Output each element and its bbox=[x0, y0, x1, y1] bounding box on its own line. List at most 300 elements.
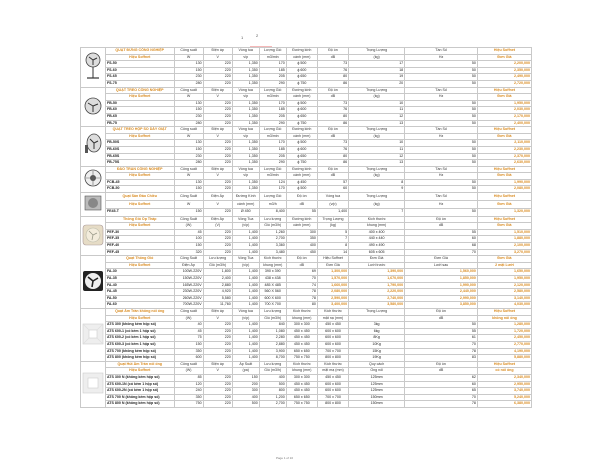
price: 1,390,000 bbox=[349, 269, 405, 276]
column-header: Lưu lượng bbox=[259, 361, 286, 368]
section-units-row bbox=[81, 200, 532, 208]
cell-value: 75 bbox=[174, 335, 203, 342]
table-row bbox=[81, 80, 532, 87]
column-header: Hiệu Soffnet bbox=[477, 308, 531, 315]
cell-value: 240 bbox=[174, 388, 203, 395]
column-header: Điện áp bbox=[203, 127, 232, 134]
cell-value: 150 bbox=[174, 146, 203, 153]
column-unit: V bbox=[203, 315, 232, 322]
column-unit: Hz bbox=[405, 133, 478, 140]
table-row bbox=[81, 282, 532, 289]
table-row bbox=[81, 388, 532, 395]
column-unit: (kg) bbox=[317, 223, 348, 230]
column-header: Vòng tua bbox=[232, 127, 259, 134]
column-unit: Gió (m3/h) bbox=[259, 223, 286, 230]
cell-value: 1,350 bbox=[232, 179, 259, 186]
cell-value: 9 bbox=[349, 186, 405, 193]
cell-value: 700 x 700 bbox=[317, 348, 348, 355]
price: 1,790,000 bbox=[349, 282, 405, 289]
cell-value: 86 bbox=[317, 160, 348, 167]
column-header: Trọng Lượng bbox=[349, 166, 405, 173]
cell-value: 220 bbox=[203, 394, 232, 401]
column-unit: Hz bbox=[405, 94, 478, 101]
cell-value: 1,400 bbox=[232, 249, 259, 256]
cell-value: 800 x 800 bbox=[317, 401, 348, 408]
table-row bbox=[81, 348, 532, 355]
column-unit: Đơn Giá bbox=[477, 133, 531, 140]
cell-value: 124 bbox=[259, 179, 286, 186]
model-name: PEF-30 bbox=[105, 229, 174, 236]
cell-value: 2,280 bbox=[259, 335, 286, 342]
column-header: Công suất bbox=[174, 361, 203, 368]
cell-value: 170 bbox=[259, 100, 286, 107]
column-header: Hiệu Soffnet bbox=[477, 127, 531, 134]
cell-value: 1,400 bbox=[232, 295, 259, 302]
cell-value: ϕ 650 bbox=[286, 74, 317, 81]
cell-value: 185 bbox=[259, 146, 286, 153]
model-name: FB-65 bbox=[105, 113, 174, 120]
cell-value: 220 bbox=[203, 348, 232, 355]
section-title: Quạt Âm Trần không nối ống bbox=[105, 308, 174, 315]
cell-value: 100 bbox=[174, 236, 203, 243]
cell-value: 150mm bbox=[349, 394, 405, 401]
cell-value: ϕ 750 bbox=[286, 80, 317, 87]
cell-value: 220 bbox=[203, 341, 232, 348]
cell-value: 69 bbox=[286, 269, 317, 276]
cell-value: 1,800 bbox=[203, 269, 232, 276]
cell-value: 1,350 bbox=[232, 160, 259, 167]
cell-value: 150 bbox=[174, 107, 203, 114]
cell-value: 220 bbox=[203, 120, 232, 127]
column-header: Công suất bbox=[174, 48, 203, 55]
column-header: Kích thước bbox=[286, 308, 317, 315]
column-header: Độ ồn bbox=[405, 361, 478, 368]
price: 1,720,000 bbox=[477, 328, 531, 335]
column-header: Đơn Giá bbox=[477, 256, 531, 263]
price: 2,440,000 bbox=[405, 289, 478, 296]
table-row bbox=[81, 146, 532, 153]
price: 3,140,000 bbox=[477, 295, 531, 302]
cell-value: ϕ 650 bbox=[286, 113, 317, 120]
cell-value: 230W-220V bbox=[174, 289, 203, 296]
cell-value: 40 bbox=[174, 322, 203, 329]
cell-value: 1,400 bbox=[232, 269, 259, 276]
column-unit: dB bbox=[317, 173, 348, 180]
section-units-row bbox=[81, 368, 532, 375]
cell-value: ϕ 600 bbox=[286, 107, 317, 114]
column-unit: v/p bbox=[232, 94, 259, 101]
cell-value: 220 bbox=[203, 208, 232, 216]
column-header: Đường kính bbox=[286, 216, 317, 223]
table-row bbox=[81, 249, 532, 256]
column-header: Điện áp bbox=[203, 48, 232, 55]
column-unit: (V) bbox=[203, 223, 232, 230]
cell-value: 74 bbox=[286, 282, 317, 289]
price: 2,370,000 bbox=[477, 153, 531, 160]
cell-value: ϕ 600 bbox=[286, 67, 317, 74]
model-name: ATS 300 N (không kèm hộp số) bbox=[105, 374, 174, 381]
table-row bbox=[81, 355, 532, 362]
model-name: FS-65 bbox=[105, 74, 174, 81]
cell-value: 220 bbox=[203, 186, 232, 193]
column-unit: (pa) bbox=[232, 368, 259, 375]
column-unit: dB bbox=[317, 94, 348, 101]
section-title: Quạt Sàn Đảo Chiều bbox=[105, 193, 174, 201]
cell-value: ϕ 450 bbox=[286, 179, 317, 186]
cell-value: 290 bbox=[259, 120, 286, 127]
cell-value: 2,400 bbox=[203, 276, 232, 283]
model-name: ATS 600-2 (có kèm 1 hộp số) bbox=[105, 335, 174, 342]
cell-value: 3kg bbox=[349, 322, 405, 329]
cell-value: 220 bbox=[203, 140, 232, 147]
ceiling-orbit-fan-icon bbox=[83, 168, 103, 191]
column-unit: m3/min bbox=[259, 133, 286, 140]
page-footer: Page 1 of 10 bbox=[276, 456, 294, 460]
cell-value: 15Kg bbox=[349, 348, 405, 355]
cell-value: 220 bbox=[203, 381, 232, 388]
cell-value: 350 bbox=[286, 236, 317, 243]
cell-value: 50 bbox=[405, 107, 478, 114]
section-header-row bbox=[81, 127, 532, 134]
cell-value: 205 bbox=[259, 74, 286, 81]
column-header: Hiệu Soffnet bbox=[477, 48, 531, 55]
cell-value: 450 x 450 bbox=[286, 341, 317, 348]
cell-value: 485 X 485 bbox=[259, 282, 286, 289]
column-unit: dB bbox=[286, 200, 317, 208]
section-header-row bbox=[81, 361, 532, 368]
cell-value: 1,350 bbox=[232, 153, 259, 160]
column-unit: Đơn Giá bbox=[477, 54, 531, 61]
cell-value: 840 bbox=[259, 322, 286, 329]
cell-value: 300 x 300 bbox=[286, 322, 317, 329]
column-unit: dB bbox=[405, 315, 478, 322]
cell-value: 440 x 440 bbox=[349, 236, 405, 243]
column-unit: 2 mặt Lưới bbox=[477, 262, 531, 269]
column-header: Độ ồn bbox=[286, 256, 317, 263]
price: 2,400,000 bbox=[477, 120, 531, 127]
cell-value: 5 bbox=[317, 229, 348, 236]
cell-value: 60 bbox=[405, 236, 478, 243]
price: 3,270,000 bbox=[477, 249, 531, 256]
cell-value: 12 bbox=[349, 113, 405, 120]
table-row bbox=[81, 100, 532, 107]
column-header: Hiệu Soffnet bbox=[477, 166, 531, 173]
column-header: Lưu lượng bbox=[203, 256, 232, 263]
brand-label: Hiệu Soffnet bbox=[105, 223, 174, 230]
cell-value: 50 bbox=[405, 61, 478, 68]
cell-value: 600 bbox=[174, 355, 203, 362]
section-header-row bbox=[81, 308, 532, 315]
cell-value: 450 x 450 bbox=[286, 381, 317, 388]
cell-value: 800 x 800 bbox=[317, 355, 348, 362]
table-row bbox=[81, 107, 532, 114]
table-row bbox=[81, 374, 532, 381]
section-units-row bbox=[81, 315, 532, 322]
top-mark-1: 1 bbox=[241, 35, 244, 40]
price: 3,400,000 bbox=[317, 302, 348, 309]
column-unit: khung (mm) bbox=[349, 223, 405, 230]
cell-value: 130 bbox=[174, 179, 203, 186]
cell-value: 3,900 bbox=[259, 348, 286, 355]
cell-value: 60 bbox=[317, 186, 348, 193]
section-title: QUẠT TREO CÔNG NGHIỆP bbox=[105, 87, 174, 94]
cell-value: 220 bbox=[203, 67, 232, 74]
cell-value: 260W-220V bbox=[174, 295, 203, 302]
cell-value: 50 bbox=[405, 146, 478, 153]
price: 4,190,000 bbox=[477, 348, 531, 355]
cell-value: 2,700 bbox=[259, 236, 286, 243]
column-unit: Điện Áp bbox=[174, 262, 203, 269]
cell-value: 1,350 bbox=[232, 100, 259, 107]
cell-value: 290 bbox=[259, 160, 286, 167]
cell-value: ϕ 500 bbox=[286, 140, 317, 147]
cell-value: 600 x 600 bbox=[317, 341, 348, 348]
cell-value: 8 bbox=[317, 243, 348, 250]
cell-value: 700 x 700 bbox=[317, 394, 348, 401]
cell-value: 1,200 bbox=[259, 394, 286, 401]
cell-value: 10 bbox=[349, 140, 405, 147]
column-unit: (kg) bbox=[349, 173, 405, 180]
cell-value: 73 bbox=[317, 140, 348, 147]
table-row bbox=[81, 113, 532, 120]
column-unit: Gió (m3/h) bbox=[203, 262, 232, 269]
cell-value: 86 bbox=[317, 120, 348, 127]
table-row bbox=[81, 295, 532, 302]
cell-value: 3,360 bbox=[259, 243, 286, 250]
column-unit: V bbox=[203, 173, 232, 180]
column-header: Kích thước bbox=[317, 361, 348, 368]
column-unit: (W) bbox=[174, 223, 203, 230]
cell-value: 125mm bbox=[349, 374, 405, 381]
price: 5,240,000 bbox=[477, 394, 531, 401]
column-unit: v/p bbox=[232, 54, 259, 61]
cell-value: 800 bbox=[259, 388, 286, 395]
column-unit: (kg) bbox=[349, 200, 405, 208]
cell-value: 19Kg bbox=[349, 355, 405, 362]
column-header: Đường kính bbox=[286, 166, 317, 173]
cell-value: 1,350 bbox=[232, 61, 259, 68]
column-header: Lượng Gió bbox=[259, 127, 286, 134]
section-units-row bbox=[81, 223, 532, 230]
table-row bbox=[81, 179, 532, 186]
brand-label: Hiệu Soffnet bbox=[105, 54, 174, 61]
cell-value: ϕ 500 bbox=[286, 61, 317, 68]
column-header: Lưu lượng bbox=[259, 308, 286, 315]
column-header: Vòng tua bbox=[232, 87, 259, 94]
cell-value: 78 bbox=[405, 348, 478, 355]
cell-value: 2,880 bbox=[203, 282, 232, 289]
price: 2,120,000 bbox=[477, 282, 531, 289]
column-unit: (W) bbox=[174, 315, 203, 322]
column-unit: V bbox=[203, 54, 232, 61]
cell-value: 80 bbox=[317, 113, 348, 120]
model-name: FCB-45 bbox=[105, 179, 174, 186]
column-unit: v/p bbox=[232, 173, 259, 180]
column-header: Kích thước bbox=[286, 361, 317, 368]
cell-value: 55 bbox=[286, 208, 317, 216]
cell-value: 450 x 450 bbox=[317, 374, 348, 381]
price: 1,990,000 bbox=[405, 282, 478, 289]
model-name: FB-75S bbox=[105, 160, 174, 167]
model-name: ATS 300 (không kèm hộp số) bbox=[105, 322, 174, 329]
column-unit: dB bbox=[317, 133, 348, 140]
cell-value: 220 bbox=[203, 388, 232, 395]
cell-value: 220 bbox=[203, 153, 232, 160]
column-header: Trọng Lượng bbox=[349, 87, 405, 94]
section-title: ĐẢO TRẦN CÔNG NGHIỆP bbox=[105, 166, 174, 173]
cell-value: 1,400 bbox=[232, 282, 259, 289]
cell-value: 150 bbox=[232, 374, 259, 381]
column-unit: m3/min bbox=[259, 173, 286, 180]
model-name: FA-30 bbox=[105, 269, 174, 276]
cell-value: 13 bbox=[349, 120, 405, 127]
table-row bbox=[81, 394, 532, 401]
cell-value: 220 bbox=[203, 80, 232, 87]
price: 2,080,000 bbox=[317, 289, 348, 296]
column-header: Trọng Lượng bbox=[317, 216, 348, 223]
table-row bbox=[81, 160, 532, 167]
section-units-row bbox=[81, 133, 532, 140]
model-name: PEF-45 bbox=[105, 249, 174, 256]
model-name: ATS 600-1 (có kèm 1 hộp số) bbox=[105, 328, 174, 335]
cell-value: 438 x 438 bbox=[259, 276, 286, 283]
price: 2,770,000 bbox=[477, 341, 531, 348]
model-name: FA-40 bbox=[105, 282, 174, 289]
section-image bbox=[81, 193, 106, 217]
section-units-row bbox=[81, 173, 532, 180]
brand-label: Hiệu Soffnet bbox=[105, 315, 174, 322]
column-header: Hiệu Soffnet bbox=[477, 216, 531, 223]
model-name: FB-50 bbox=[105, 100, 174, 107]
cell-value: 230 bbox=[174, 153, 203, 160]
cell-value: 70 bbox=[405, 394, 478, 401]
cell-value: 73 bbox=[317, 61, 348, 68]
cell-value: 170 bbox=[259, 140, 286, 147]
cell-value: 280 bbox=[174, 80, 203, 87]
column-header: Độ ồn bbox=[317, 87, 348, 94]
column-unit: (kg) bbox=[349, 133, 405, 140]
cell-value: 8,400 bbox=[259, 208, 286, 216]
price: 1,300,000 bbox=[317, 269, 348, 276]
column-header: Công suất bbox=[174, 166, 203, 173]
section-title: Thông Gió Ốp Thấp bbox=[105, 216, 174, 223]
cell-value: 400 bbox=[286, 243, 317, 250]
cell-value: 70 bbox=[286, 276, 317, 283]
cell-value: 230 bbox=[174, 113, 203, 120]
cell-value: 220 bbox=[203, 160, 232, 167]
column-header: Công suất bbox=[174, 308, 203, 315]
section-image bbox=[81, 48, 106, 88]
cell-value: 170 bbox=[259, 61, 286, 68]
cell-value: 86 bbox=[317, 80, 348, 87]
price: 2,230,000 bbox=[477, 146, 531, 153]
exhaust-fan-icon bbox=[82, 270, 104, 295]
cell-value: 700 X 700 bbox=[259, 302, 286, 309]
price: 3,580,000 bbox=[349, 302, 405, 309]
cell-value: 450 x 450 bbox=[286, 335, 317, 342]
cell-value: 130 bbox=[174, 61, 203, 68]
cell-value: ϕ 750 bbox=[286, 120, 317, 127]
price: 2,990,000 bbox=[405, 295, 478, 302]
cell-value: 57 bbox=[317, 179, 348, 186]
price: 2,220,000 bbox=[349, 289, 405, 296]
cell-value: 560 X 560 bbox=[259, 289, 286, 296]
price: 2,630,000 bbox=[477, 160, 531, 167]
cell-value: 73 bbox=[317, 100, 348, 107]
cell-value: 55 bbox=[405, 229, 478, 236]
cell-value: 11,760 bbox=[203, 302, 232, 309]
cell-value: 125mm bbox=[349, 381, 405, 388]
column-header: Đường kính bbox=[286, 127, 317, 134]
cell-value: 150 bbox=[174, 186, 203, 193]
section-header-row bbox=[81, 48, 532, 55]
cell-value: 220 bbox=[203, 249, 232, 256]
column-unit: Lưới trước bbox=[349, 262, 405, 269]
cell-value: 150mm bbox=[349, 401, 405, 408]
model-name: ATS 800 N (không kèm hộp số) bbox=[105, 401, 174, 408]
price: 1,880,000 bbox=[477, 236, 531, 243]
column-unit: dB bbox=[405, 368, 478, 375]
section-title: QUẠT TREO HỘP SỐ DÂY GIẬT bbox=[105, 127, 174, 134]
column-header: Vòng tua bbox=[317, 193, 348, 201]
cell-value: 230 bbox=[174, 74, 203, 81]
column-unit: Hz bbox=[405, 173, 478, 180]
cell-value: 650 x 650 bbox=[286, 394, 317, 401]
table-row bbox=[81, 236, 532, 243]
column-unit: m3/min bbox=[259, 54, 286, 61]
column-unit: v/p bbox=[232, 133, 259, 140]
cell-value: 10Kg bbox=[349, 341, 405, 348]
cell-value: 1,400 bbox=[232, 341, 259, 348]
cell-value: 2,880 bbox=[259, 341, 286, 348]
column-header: Công suất bbox=[174, 87, 203, 94]
cell-value: 130 bbox=[174, 100, 203, 107]
price: 3,850,000 bbox=[405, 302, 478, 309]
column-unit: m3/min bbox=[259, 94, 286, 101]
price: 2,720,000 bbox=[477, 80, 531, 87]
cell-value: 83 bbox=[405, 355, 478, 362]
column-header: Vòng tua bbox=[232, 48, 259, 55]
cell-value: 220 bbox=[203, 113, 232, 120]
column-header: Đường kính bbox=[286, 87, 317, 94]
column-header: Điện áp bbox=[203, 308, 232, 315]
cell-value: 62 bbox=[405, 374, 478, 381]
table-row bbox=[81, 381, 532, 388]
cell-value: 220 bbox=[203, 74, 232, 81]
column-header: Lượng Gió bbox=[259, 166, 286, 173]
column-header: Áp Suất bbox=[232, 361, 259, 368]
cell-value: 50 bbox=[405, 160, 478, 167]
cell-value: 165W-220V bbox=[174, 282, 203, 289]
section-units-row bbox=[81, 262, 532, 269]
column-header: Hiệu Soffnet bbox=[477, 87, 531, 94]
price: 1,280,000 bbox=[477, 322, 531, 329]
price: 2,110,000 bbox=[477, 140, 531, 147]
cell-value: 220 bbox=[203, 229, 232, 236]
cell-value: 600 X 600 bbox=[259, 295, 286, 302]
column-header: Tần Số bbox=[405, 87, 478, 94]
cell-value: 400 x 400 bbox=[349, 229, 405, 236]
price: 2,080,000 bbox=[477, 186, 531, 193]
cell-value: 1,350 bbox=[232, 140, 259, 147]
column-header: Tần Số bbox=[405, 127, 478, 134]
table-row bbox=[81, 243, 532, 250]
cell-value: 150 bbox=[174, 243, 203, 250]
cell-value: 450 bbox=[286, 249, 317, 256]
cell-value: 220 bbox=[203, 236, 232, 243]
column-unit: V bbox=[203, 368, 232, 375]
cell-value: 76 bbox=[317, 107, 348, 114]
